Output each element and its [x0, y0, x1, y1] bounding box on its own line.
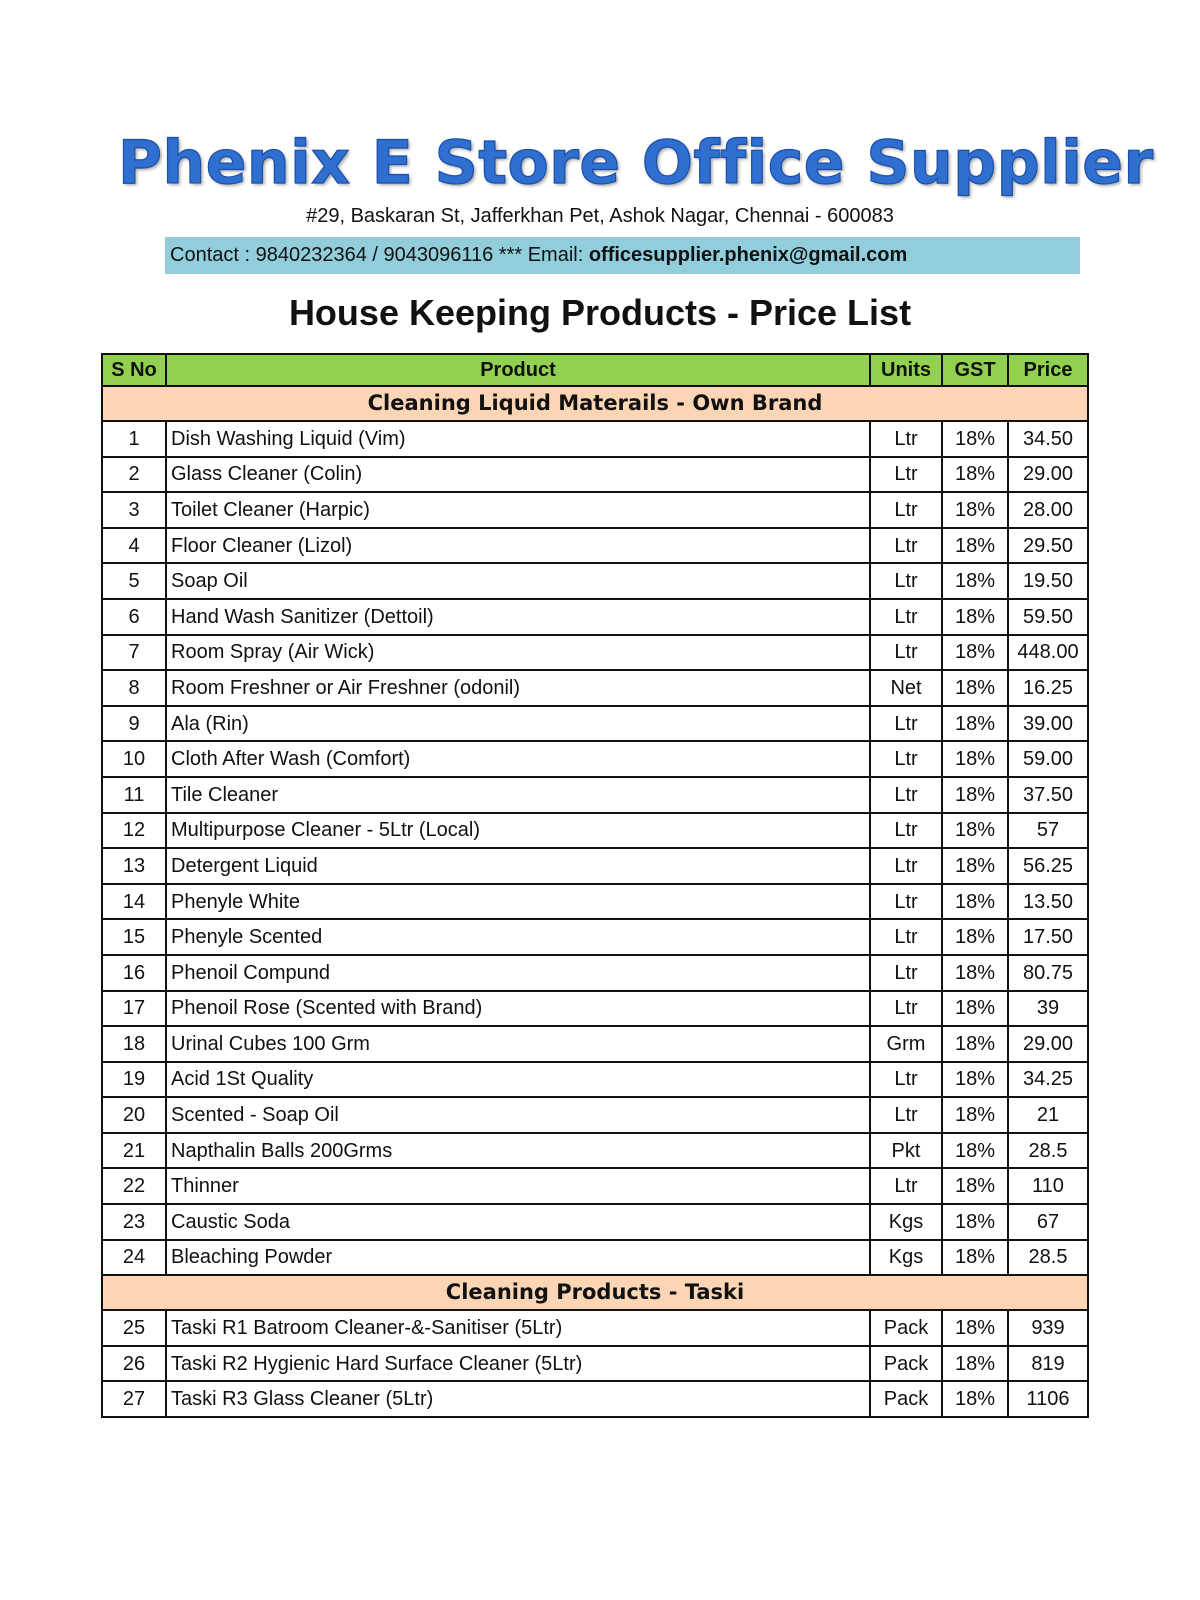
- table-row: [102, 706, 1088, 742]
- cell-gst: 18%: [942, 777, 1008, 813]
- table-row: [102, 991, 1088, 1027]
- cell-units: Ltr: [870, 635, 942, 671]
- cell-product: Tile Cleaner: [166, 777, 870, 813]
- cell-sno: 10: [102, 741, 166, 777]
- cell-units: Grm: [870, 1026, 942, 1062]
- cell-price: 1106: [1008, 1381, 1088, 1417]
- cell-sno: 1: [102, 421, 166, 457]
- cell-sno: 5: [102, 563, 166, 599]
- table-row: [102, 1310, 1088, 1346]
- cell-gst: 18%: [942, 528, 1008, 564]
- cell-sno: 7: [102, 635, 166, 671]
- price-list-title: House Keeping Products - Price List: [288, 292, 912, 333]
- table-row: [102, 848, 1088, 884]
- cell-product: Taski R1 Batroom Cleaner-&-Sanitiser (5Ltr): [166, 1310, 870, 1346]
- cell-sno: 13: [102, 848, 166, 884]
- column-header-units: Units: [870, 354, 942, 386]
- cell-gst: 18%: [942, 1204, 1008, 1240]
- cell-sno: 6: [102, 599, 166, 635]
- cell-gst: 18%: [942, 1062, 1008, 1098]
- table-row: [102, 599, 1088, 635]
- contact-email: officesupplier.phenix@gmail.com: [588, 244, 908, 266]
- table-row: [102, 1346, 1088, 1382]
- cell-sno: 14: [102, 884, 166, 920]
- cell-price: 59.00: [1008, 741, 1088, 777]
- cell-gst: 18%: [942, 457, 1008, 493]
- cell-product: Thinner: [166, 1168, 870, 1204]
- cell-product: Room Freshner or Air Freshner (odonil): [166, 670, 870, 706]
- cell-gst: 18%: [942, 884, 1008, 920]
- cell-units: Ltr: [870, 528, 942, 564]
- cell-units: Pkt: [870, 1133, 942, 1169]
- cell-price: 28.5: [1008, 1240, 1088, 1276]
- cell-sno: 25: [102, 1310, 166, 1346]
- section-header-row: [102, 386, 1088, 421]
- cell-price: 13.50: [1008, 884, 1088, 920]
- table-row: [102, 1240, 1088, 1276]
- cell-gst: 18%: [942, 635, 1008, 671]
- cell-price: 57: [1008, 813, 1088, 849]
- cell-product: Hand Wash Sanitizer (Dettoil): [166, 599, 870, 635]
- cell-gst: 18%: [942, 421, 1008, 457]
- cell-product: Toilet Cleaner (Harpic): [166, 492, 870, 528]
- store-brand-title: Phenix E Store Office Supplier: [118, 128, 1154, 198]
- cell-units: Ltr: [870, 421, 942, 457]
- table-row: [102, 1062, 1088, 1098]
- cell-product: Multipurpose Cleaner - 5Ltr (Local): [166, 813, 870, 849]
- cell-gst: 18%: [942, 1381, 1008, 1417]
- cell-gst: 18%: [942, 670, 1008, 706]
- cell-sno: 3: [102, 492, 166, 528]
- cell-product: Floor Cleaner (Lizol): [166, 528, 870, 564]
- cell-units: Ltr: [870, 813, 942, 849]
- cell-gst: 18%: [942, 1310, 1008, 1346]
- cell-sno: 22: [102, 1168, 166, 1204]
- cell-sno: 16: [102, 955, 166, 991]
- cell-gst: 18%: [942, 563, 1008, 599]
- cell-units: Ltr: [870, 1062, 942, 1098]
- cell-price: 67: [1008, 1204, 1088, 1240]
- table-row: [102, 670, 1088, 706]
- section-header-row: [102, 1275, 1088, 1310]
- price-table: [101, 353, 1089, 1418]
- table-row: [102, 1381, 1088, 1417]
- cell-sno: 21: [102, 1133, 166, 1169]
- cell-sno: 27: [102, 1381, 166, 1417]
- table-row: [102, 1168, 1088, 1204]
- cell-sno: 15: [102, 919, 166, 955]
- table-row: [102, 635, 1088, 671]
- cell-units: Ltr: [870, 563, 942, 599]
- cell-price: 34.25: [1008, 1062, 1088, 1098]
- cell-price: 939: [1008, 1310, 1088, 1346]
- cell-units: Ltr: [870, 884, 942, 920]
- table-row: [102, 1133, 1088, 1169]
- cell-units: Ltr: [870, 919, 942, 955]
- table-row: [102, 421, 1088, 457]
- cell-price: 19.50: [1008, 563, 1088, 599]
- cell-units: Ltr: [870, 955, 942, 991]
- contact-text: Contact : 9840232364 / 9043096116 *** Email:: [170, 244, 589, 266]
- cell-price: 29.00: [1008, 1026, 1088, 1062]
- cell-price: 37.50: [1008, 777, 1088, 813]
- cell-product: Phenyle Scented: [166, 919, 870, 955]
- table-row: [102, 457, 1088, 493]
- cell-gst: 18%: [942, 741, 1008, 777]
- cell-gst: 18%: [942, 1240, 1008, 1276]
- cell-units: Ltr: [870, 706, 942, 742]
- cell-gst: 18%: [942, 955, 1008, 991]
- column-header-product: Product: [166, 354, 870, 386]
- cell-units: Ltr: [870, 991, 942, 1027]
- cell-units: Ltr: [870, 599, 942, 635]
- column-header-sno: S No: [102, 354, 166, 386]
- table-row: [102, 741, 1088, 777]
- cell-price: 39.00: [1008, 706, 1088, 742]
- table-row: [102, 492, 1088, 528]
- cell-price: 28.00: [1008, 492, 1088, 528]
- table-row: [102, 1097, 1088, 1133]
- cell-units: Net: [870, 670, 942, 706]
- cell-product: Detergent Liquid: [166, 848, 870, 884]
- cell-gst: 18%: [942, 1026, 1008, 1062]
- table-row: [102, 919, 1088, 955]
- section-title: Cleaning Liquid Materails - Own Brand: [102, 386, 1088, 421]
- table-body: [102, 386, 1088, 1417]
- cell-sno: 20: [102, 1097, 166, 1133]
- cell-price: 448.00: [1008, 635, 1088, 671]
- cell-product: Dish Washing Liquid (Vim): [166, 421, 870, 457]
- cell-sno: 17: [102, 991, 166, 1027]
- cell-sno: 9: [102, 706, 166, 742]
- section-title: Cleaning Products - Taski: [102, 1275, 1088, 1310]
- cell-product: Room Spray (Air Wick): [166, 635, 870, 671]
- cell-price: 29.50: [1008, 528, 1088, 564]
- table-row: [102, 813, 1088, 849]
- cell-product: Ala (Rin): [166, 706, 870, 742]
- cell-product: Phenoil Compund: [166, 955, 870, 991]
- cell-sno: 23: [102, 1204, 166, 1240]
- table-row: [102, 563, 1088, 599]
- cell-sno: 19: [102, 1062, 166, 1098]
- contact-bar: [165, 237, 1080, 274]
- cell-units: Ltr: [870, 457, 942, 493]
- cell-product: Bleaching Powder: [166, 1240, 870, 1276]
- table-row: [102, 777, 1088, 813]
- cell-units: Pack: [870, 1346, 942, 1382]
- cell-product: Phenoil Rose (Scented with Brand): [166, 991, 870, 1027]
- cell-price: 39: [1008, 991, 1088, 1027]
- cell-product: Phenyle White: [166, 884, 870, 920]
- cell-product: Cloth After Wash (Comfort): [166, 741, 870, 777]
- cell-gst: 18%: [942, 706, 1008, 742]
- cell-product: Acid 1St Quality: [166, 1062, 870, 1098]
- store-address: #29, Baskaran St, Jafferkhan Pet, Ashok Nagar, Chennai - 600083: [306, 205, 894, 227]
- cell-units: Kgs: [870, 1240, 942, 1276]
- cell-product: Scented - Soap Oil: [166, 1097, 870, 1133]
- cell-sno: 18: [102, 1026, 166, 1062]
- cell-sno: 4: [102, 528, 166, 564]
- cell-gst: 18%: [942, 919, 1008, 955]
- cell-price: 17.50: [1008, 919, 1088, 955]
- cell-units: Ltr: [870, 848, 942, 884]
- cell-gst: 18%: [942, 1168, 1008, 1204]
- cell-units: Ltr: [870, 492, 942, 528]
- column-header-gst: GST: [942, 354, 1008, 386]
- cell-units: Ltr: [870, 1168, 942, 1204]
- cell-units: Ltr: [870, 1097, 942, 1133]
- cell-gst: 18%: [942, 492, 1008, 528]
- cell-product: Taski R2 Hygienic Hard Surface Cleaner (5Ltr): [166, 1346, 870, 1382]
- table-row: [102, 884, 1088, 920]
- cell-units: Ltr: [870, 741, 942, 777]
- cell-product: Napthalin Balls 200Grms: [166, 1133, 870, 1169]
- cell-sno: 24: [102, 1240, 166, 1276]
- cell-product: Taski R3 Glass Cleaner (5Ltr): [166, 1381, 870, 1417]
- cell-gst: 18%: [942, 1097, 1008, 1133]
- table-row: [102, 528, 1088, 564]
- cell-sno: 2: [102, 457, 166, 493]
- cell-price: 28.5: [1008, 1133, 1088, 1169]
- cell-price: 819: [1008, 1346, 1088, 1382]
- cell-price: 59.50: [1008, 599, 1088, 635]
- cell-gst: 18%: [942, 848, 1008, 884]
- table-row: [102, 955, 1088, 991]
- cell-gst: 18%: [942, 599, 1008, 635]
- cell-price: 16.25: [1008, 670, 1088, 706]
- cell-sno: 11: [102, 777, 166, 813]
- cell-price: 80.75: [1008, 955, 1088, 991]
- cell-units: Ltr: [870, 777, 942, 813]
- cell-sno: 8: [102, 670, 166, 706]
- cell-price: 29.00: [1008, 457, 1088, 493]
- cell-product: Urinal Cubes 100 Grm: [166, 1026, 870, 1062]
- cell-gst: 18%: [942, 991, 1008, 1027]
- cell-units: Kgs: [870, 1204, 942, 1240]
- table-header-row: [102, 354, 1088, 386]
- cell-price: 56.25: [1008, 848, 1088, 884]
- cell-sno: 12: [102, 813, 166, 849]
- cell-product: Caustic Soda: [166, 1204, 870, 1240]
- cell-sno: 26: [102, 1346, 166, 1382]
- cell-price: 110: [1008, 1168, 1088, 1204]
- cell-gst: 18%: [942, 1346, 1008, 1382]
- cell-price: 21: [1008, 1097, 1088, 1133]
- cell-units: Pack: [870, 1381, 942, 1417]
- table-row: [102, 1204, 1088, 1240]
- cell-gst: 18%: [942, 1133, 1008, 1169]
- cell-price: 34.50: [1008, 421, 1088, 457]
- cell-product: Glass Cleaner (Colin): [166, 457, 870, 493]
- column-header-price: Price: [1008, 354, 1088, 386]
- cell-gst: 18%: [942, 813, 1008, 849]
- cell-product: Soap Oil: [166, 563, 870, 599]
- cell-units: Pack: [870, 1310, 942, 1346]
- table-row: [102, 1026, 1088, 1062]
